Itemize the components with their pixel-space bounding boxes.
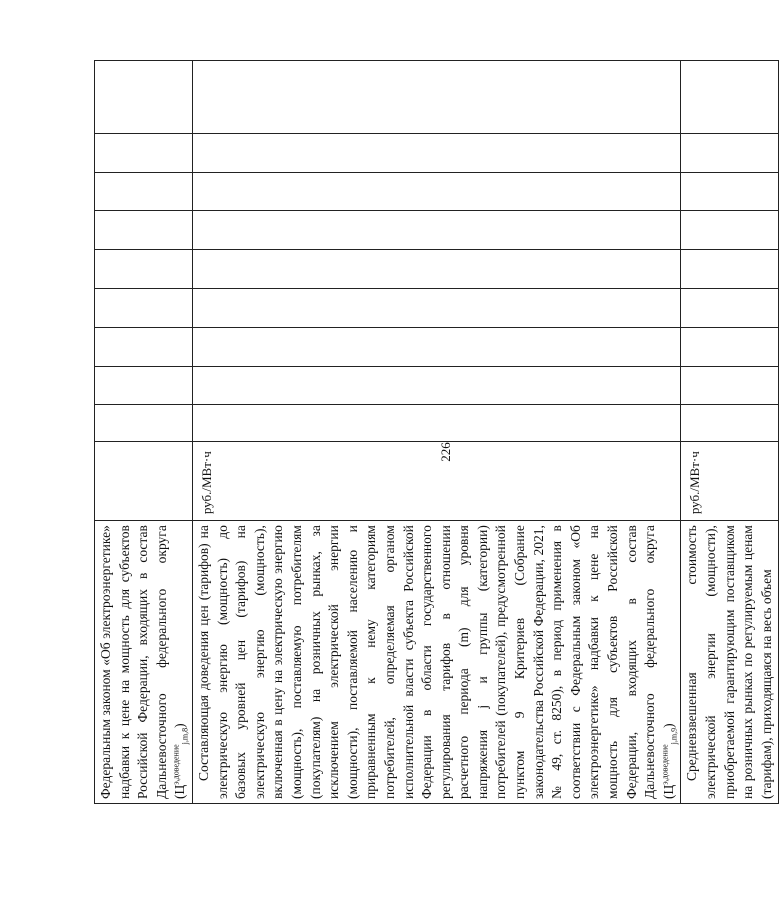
table-cell: [681, 405, 779, 442]
table-cell: [681, 172, 779, 210]
table-cell: [192, 405, 680, 442]
rotated-table-wrapper: [94, 60, 774, 804]
table-cell: [95, 367, 193, 405]
table-row: [95, 61, 193, 804]
table-cell: [681, 61, 779, 134]
table-cell: [192, 133, 680, 172]
table-cell: [95, 328, 193, 367]
formula: [171, 727, 191, 795]
formula-sub: j,m,8: [181, 727, 191, 745]
table-cell: [192, 328, 680, 367]
table-cell: [681, 289, 779, 328]
table-cell: [681, 133, 779, 172]
table-cell: [192, 367, 680, 405]
unit-cell: руб./МВт·ч: [192, 442, 680, 521]
formula-base: Ц: [660, 784, 676, 795]
table-cell: [95, 210, 193, 249]
table-cell: [95, 249, 193, 288]
table-cell: [681, 249, 779, 288]
table-cell: [95, 61, 193, 134]
table-row: [681, 61, 779, 804]
formula-sub: j,m,9: [669, 727, 679, 745]
formula-base: Ц: [172, 784, 188, 795]
description-text: Средневзвешенная стоимость электрической энергии (мощности), приобретаемой гарантирующим поставщиком на розничных рынках по регулируемым ценам (тарифам), приходящаяся на весь объем: [684, 525, 774, 799]
table-cell: [192, 289, 680, 328]
unit-cell: [95, 442, 193, 521]
table-cell: [95, 133, 193, 172]
formula-sup: э,доведение: [171, 744, 181, 785]
table-cell: [681, 328, 779, 367]
description-text: Составляющая доведения цен (тарифов) на электрическую энергию (мощность) до базовых уровней цен (тарифов) на электрическую энергию (мощность), включенная в цену на электрическую энергию (мощность), поставляемую потребителям (покупателям) на розничных рынках, за исключением электрической энергии (мощности), поставляемой населению и приравненным к нему категориям потребителей, определяемая органом исполнительной власти субъекта Российской Федерации в области государственного регулирования тарифов в отношении расчетного периода (m) для уровня напряжения j и группы (категории) потребителей (покупателей), предусмотренной пунктом 9 Критериев (Собрание законодательства Российской Федерации, 2021, № 49, ст. 8250), в период применения в соответствии с Федеральным законом «Об электроэнергетике» надбавки к цене на мощность для субъектов Российской Федерации, входящих в состав Дальневосточного федерального округа (: [195, 525, 676, 799]
table-cell: [95, 172, 193, 210]
table-cell: [681, 210, 779, 249]
formula: [660, 727, 679, 795]
row-description: Федеральным законом «Об электроэнергетике» надбавки к цене на мощность для субъектов Российской Федерации, входящих в состав Дальневосточного федерального округа $(Ц^{э,доведение}_{j,m,8})$: [95, 521, 193, 804]
page-number: 226: [438, 442, 453, 462]
table-cell: [681, 367, 779, 405]
table-cell: [192, 249, 680, 288]
table-cell: [192, 61, 680, 134]
unit-cell: руб./МВт·ч: [681, 442, 779, 521]
description-text: Федеральным законом «Об электроэнергетике» надбавки к цене на мощность для субъектов Российской Федерации, входящих в состав Дальневосточного федерального округа (: [98, 525, 188, 799]
table-cell: [192, 210, 680, 249]
formula-sup: э,доведение: [660, 744, 670, 785]
table-cell: [95, 405, 193, 442]
row-description: [681, 521, 779, 804]
table-row: [192, 61, 680, 804]
table-cell: [192, 172, 680, 210]
row-description: Составляющая доведения цен (тарифов) на электрическую энергию (мощность) до базовых уровней цен (тарифов) на электрическую энергию (мощность), включенная в цену на электрическую энергию (мощность), поставляемую потребителям (покупателям) на розничных рынках, за исключением электрической энергии (мощности), поставляемой населению и приравненным к нему категориям потребителей, определяемая органом исполнительной власти субъекта Российской Федерации в области государственного регулирования тарифов в отношении расчетного периода (m) для уровня напряжения j и группы (категории) потребителей (покупателей), предусмотренной пунктом 9 Критериев (Собрание законодательства Российской Федерации, 2021, № 49, ст. 8250), в период применения в соответствии с Федеральным законом «Об электроэнергетике» надбавки к цене на мощность для субъектов Российской Федерации, входящих в состав Дальневосточного федерального округа $(Ц^{э,доведение}_{j,m,9})$: [192, 521, 680, 804]
tariff-table: [94, 60, 779, 804]
table-cell: [95, 289, 193, 328]
